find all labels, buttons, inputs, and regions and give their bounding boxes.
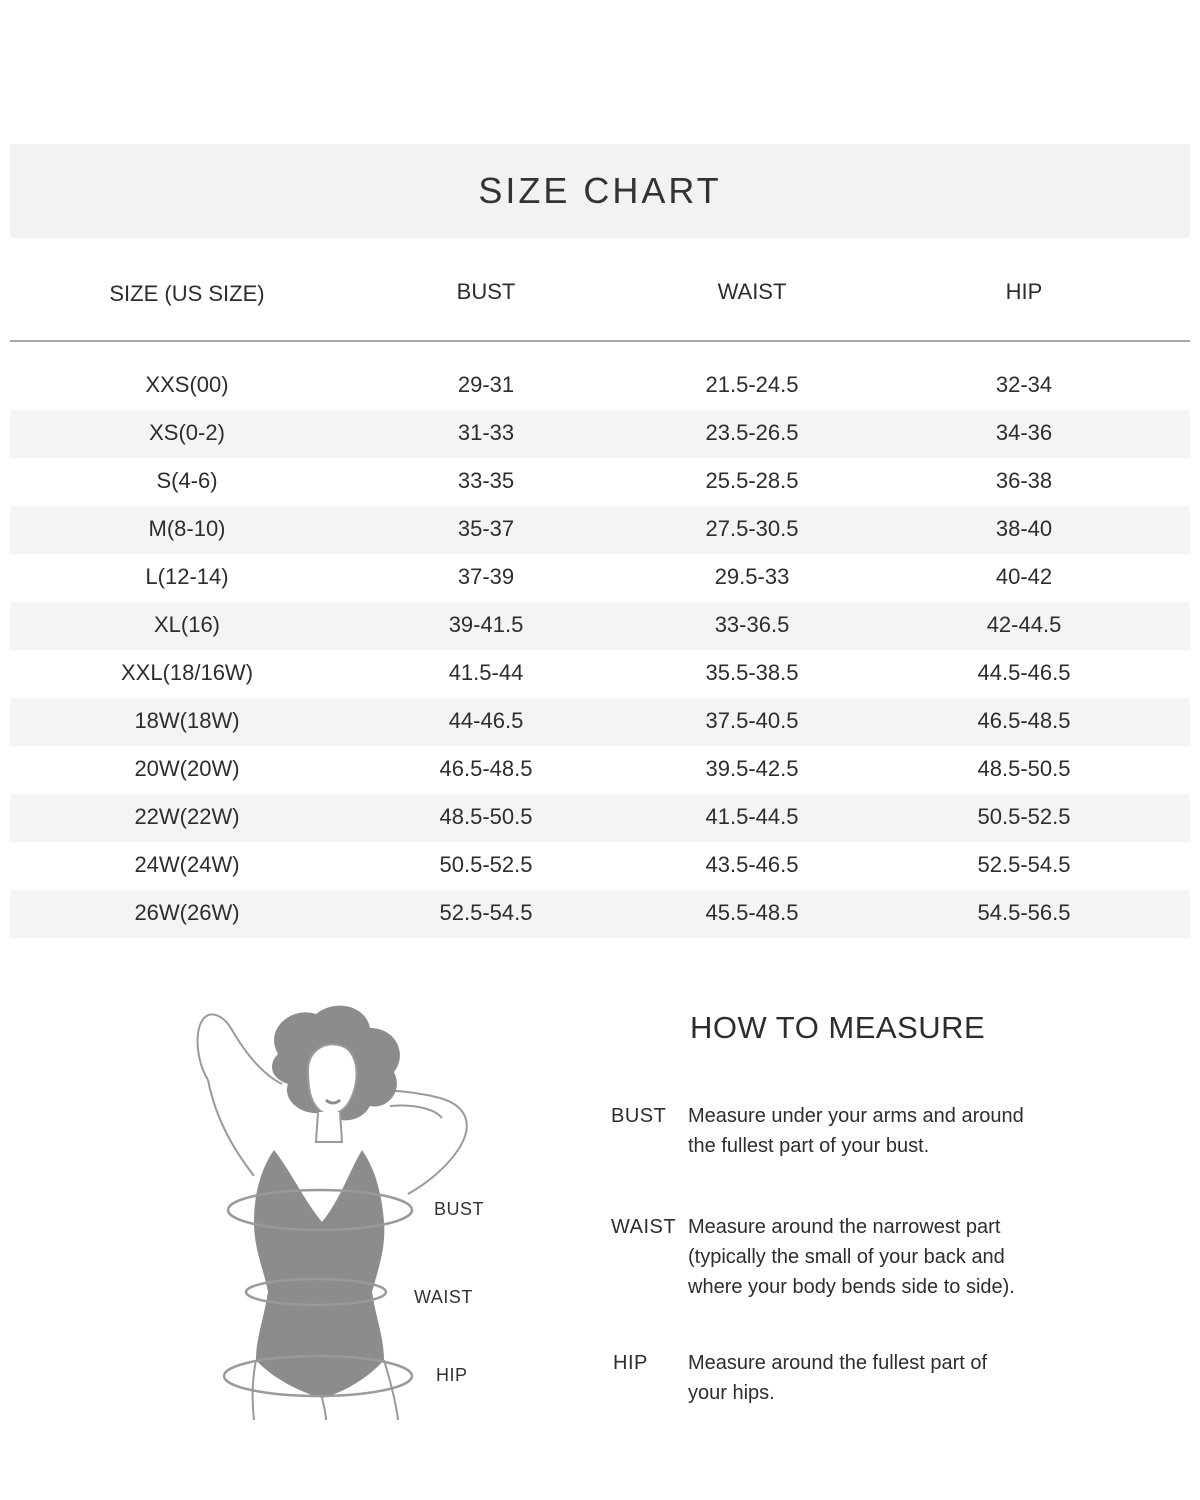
table-row xyxy=(10,890,1190,938)
cell-waist: 37.5-40.5 xyxy=(705,708,799,733)
table-header xyxy=(10,262,1190,322)
cell-waist: 45.5-48.5 xyxy=(705,900,799,925)
table-row xyxy=(10,650,1190,698)
table-row xyxy=(10,410,1190,458)
table-row xyxy=(10,362,1190,410)
cell-size: 20W(20W) xyxy=(134,756,240,781)
cell-size: XS(0-2) xyxy=(149,420,225,445)
measure-desc-bust: Measure under your arms and around the fullest part of your bust. xyxy=(688,1105,1024,1157)
body-figure xyxy=(190,1000,510,1430)
header-hip: HIP xyxy=(1005,279,1043,304)
cell-waist: 21.5-24.5 xyxy=(705,372,799,397)
figure-label-bust: BUST xyxy=(434,1199,485,1219)
cell-size: 24W(24W) xyxy=(134,852,240,877)
how-to-measure-title: HOW TO MEASURE xyxy=(690,1010,986,1045)
measure-term-bust: BUST xyxy=(611,1105,667,1127)
title-band xyxy=(10,144,1190,238)
table-row xyxy=(10,746,1190,794)
cell-hip: 48.5-50.5 xyxy=(977,756,1071,781)
header-bust: BUST xyxy=(456,279,516,304)
cell-hip: 40-42 xyxy=(995,564,1053,589)
figure-label-hip: HIP xyxy=(436,1365,468,1385)
cell-size: S(4-6) xyxy=(156,468,218,493)
measure-desc-waist: Measure around the narrowest part (typically the small of your back and where your body bends side to side). xyxy=(688,1216,1015,1298)
table-row xyxy=(10,794,1190,842)
cell-size: 22W(22W) xyxy=(134,804,240,829)
cell-bust: 37-39 xyxy=(457,564,515,589)
cell-hip: 36-38 xyxy=(995,468,1053,493)
cell-waist: 43.5-46.5 xyxy=(705,852,799,877)
header-waist: WAIST xyxy=(717,279,787,304)
cell-waist: 35.5-38.5 xyxy=(705,660,799,685)
cell-bust: 41.5-44 xyxy=(448,660,524,685)
cell-size: XL(16) xyxy=(153,612,221,637)
cell-bust: 29-31 xyxy=(457,372,515,397)
measure-term-hip: HIP xyxy=(613,1352,648,1374)
cell-size: 26W(26W) xyxy=(134,900,240,925)
cell-waist: 25.5-28.5 xyxy=(705,468,799,493)
measure-term-waist: WAIST xyxy=(611,1216,677,1238)
cell-hip: 38-40 xyxy=(995,516,1053,541)
cell-bust: 44-46.5 xyxy=(448,708,524,733)
table-row xyxy=(10,842,1190,890)
cell-hip: 32-34 xyxy=(995,372,1053,397)
cell-size: M(8-10) xyxy=(148,516,226,541)
table-row xyxy=(10,698,1190,746)
header-divider xyxy=(10,340,1190,342)
cell-hip: 44.5-46.5 xyxy=(977,660,1071,685)
measure-desc-hip: Measure around the fullest part of your hips. xyxy=(688,1352,988,1404)
cell-hip: 46.5-48.5 xyxy=(977,708,1071,733)
cell-hip: 42-44.5 xyxy=(986,612,1062,637)
cell-hip: 54.5-56.5 xyxy=(977,900,1071,925)
cell-size: L(12-14) xyxy=(145,564,229,589)
cell-waist: 29.5-33 xyxy=(714,564,790,589)
cell-bust: 35-37 xyxy=(457,516,515,541)
table-row xyxy=(10,458,1190,506)
cell-size: XXS(00) xyxy=(145,372,229,397)
cell-hip: 52.5-54.5 xyxy=(977,852,1071,877)
cell-bust: 46.5-48.5 xyxy=(439,756,533,781)
figure-label-waist: WAIST xyxy=(414,1287,473,1307)
cell-bust: 31-33 xyxy=(457,420,515,445)
table-row xyxy=(10,506,1190,554)
cell-waist: 39.5-42.5 xyxy=(705,756,799,781)
cell-size: 18W(18W) xyxy=(134,708,240,733)
cell-bust: 39-41.5 xyxy=(448,612,524,637)
table-row xyxy=(10,602,1190,650)
cell-hip: 34-36 xyxy=(995,420,1053,445)
cell-size: XXL(18/16W) xyxy=(120,660,254,685)
cell-waist: 41.5-44.5 xyxy=(705,804,799,829)
cell-waist: 23.5-26.5 xyxy=(705,420,799,445)
table-row xyxy=(10,554,1190,602)
cell-bust: 50.5-52.5 xyxy=(439,852,533,877)
cell-hip: 50.5-52.5 xyxy=(977,804,1071,829)
page-title: SIZE CHART xyxy=(478,170,722,211)
cell-bust: 52.5-54.5 xyxy=(439,900,533,925)
cell-waist: 33-36.5 xyxy=(714,612,790,637)
header-size: SIZE (US SIZE) xyxy=(109,281,265,306)
cell-bust: 33-35 xyxy=(457,468,515,493)
size-table xyxy=(10,362,1190,938)
cell-waist: 27.5-30.5 xyxy=(705,516,799,541)
cell-bust: 48.5-50.5 xyxy=(439,804,533,829)
